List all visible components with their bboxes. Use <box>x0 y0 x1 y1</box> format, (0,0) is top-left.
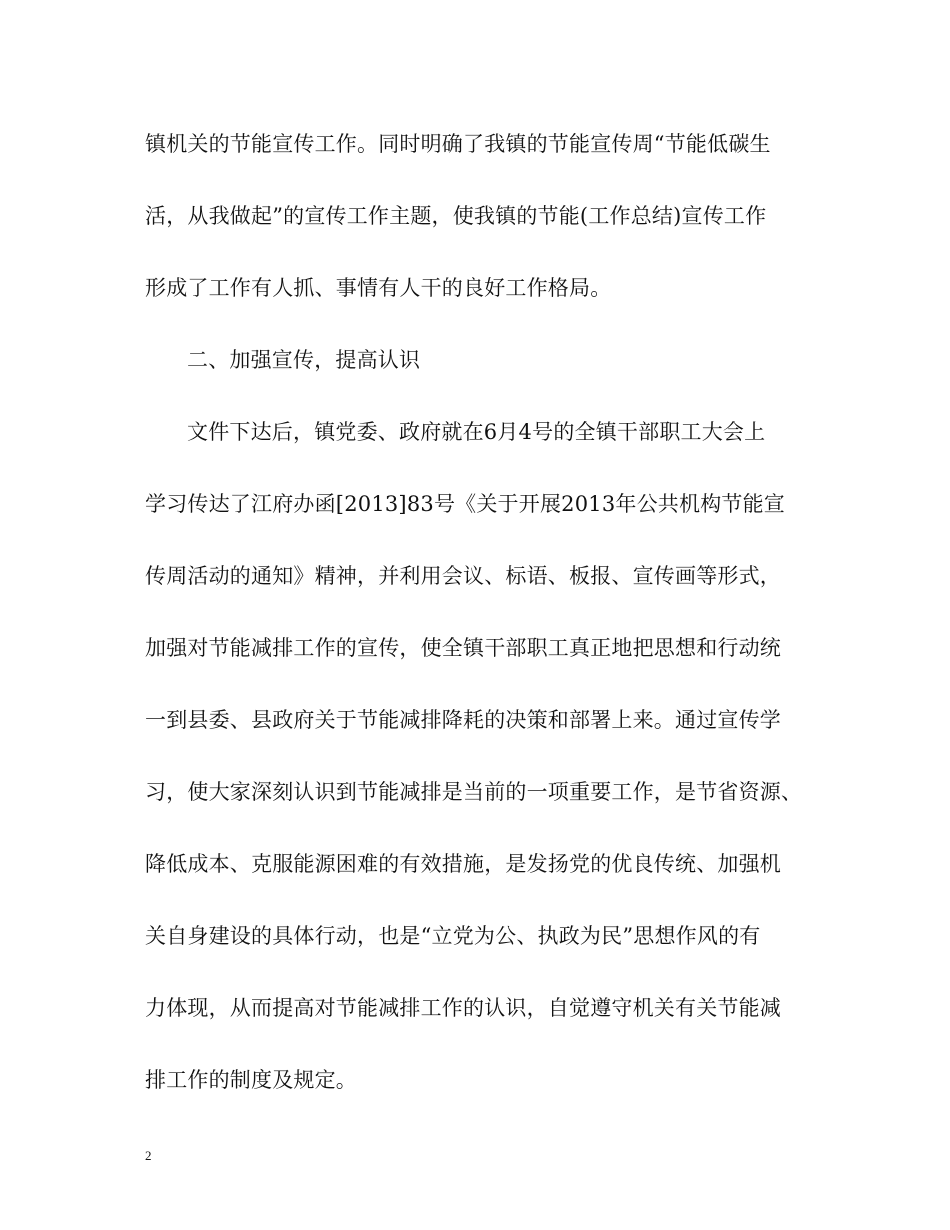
section-heading: 二、加强宣传，提高认识 <box>187 348 421 372</box>
text-line: 活，从我做起”的宣传工作主题，使我镇的节能(工作总结)宣传工作 <box>145 204 767 228</box>
text-line: 降低成本、克服能源困难的有效措施，是发扬党的优良传统、加强机 <box>145 852 781 876</box>
paragraph-first-line: 文件下达后，镇党委、政府就在6月4号的全镇干部职工大会上 <box>187 420 766 444</box>
text-line: 一到县委、县政府关于节能减排降耗的决策和部署上来。通过宣传学 <box>145 708 781 732</box>
text-line: 传周活动的通知》精神，并利用会议、标语、板报、宣传画等形式， <box>145 564 781 588</box>
text-line: 排工作的制度及规定。 <box>145 1068 357 1092</box>
document-body <box>145 118 805 1126</box>
text-line: 镇机关的节能宣传工作。同时明确了我镇的节能宣传周“节能低碳生 <box>145 132 771 156</box>
text-line: 学习传达了江府办函[2013]83号《关于开展2013年公共机构节能宣 <box>145 492 785 516</box>
text-line: 力体现，从而提高对节能减排工作的认识，自觉遵守机关有关节能减 <box>145 996 781 1020</box>
text-line: 加强对节能减排工作的宣传，使全镇干部职工真正地把思想和行动统 <box>145 636 781 660</box>
text-line: 关自身建设的具体行动，也是“立党为公、执政为民”思想作风的有 <box>145 924 761 948</box>
text-line: 习，使大家深刻认识到节能减排是当前的一项重要工作，是节省资源、 <box>145 780 803 804</box>
page-number: 2 <box>145 1148 152 1163</box>
text-line: 形成了工作有人抓、事情有人干的良好工作格局。 <box>145 276 612 300</box>
